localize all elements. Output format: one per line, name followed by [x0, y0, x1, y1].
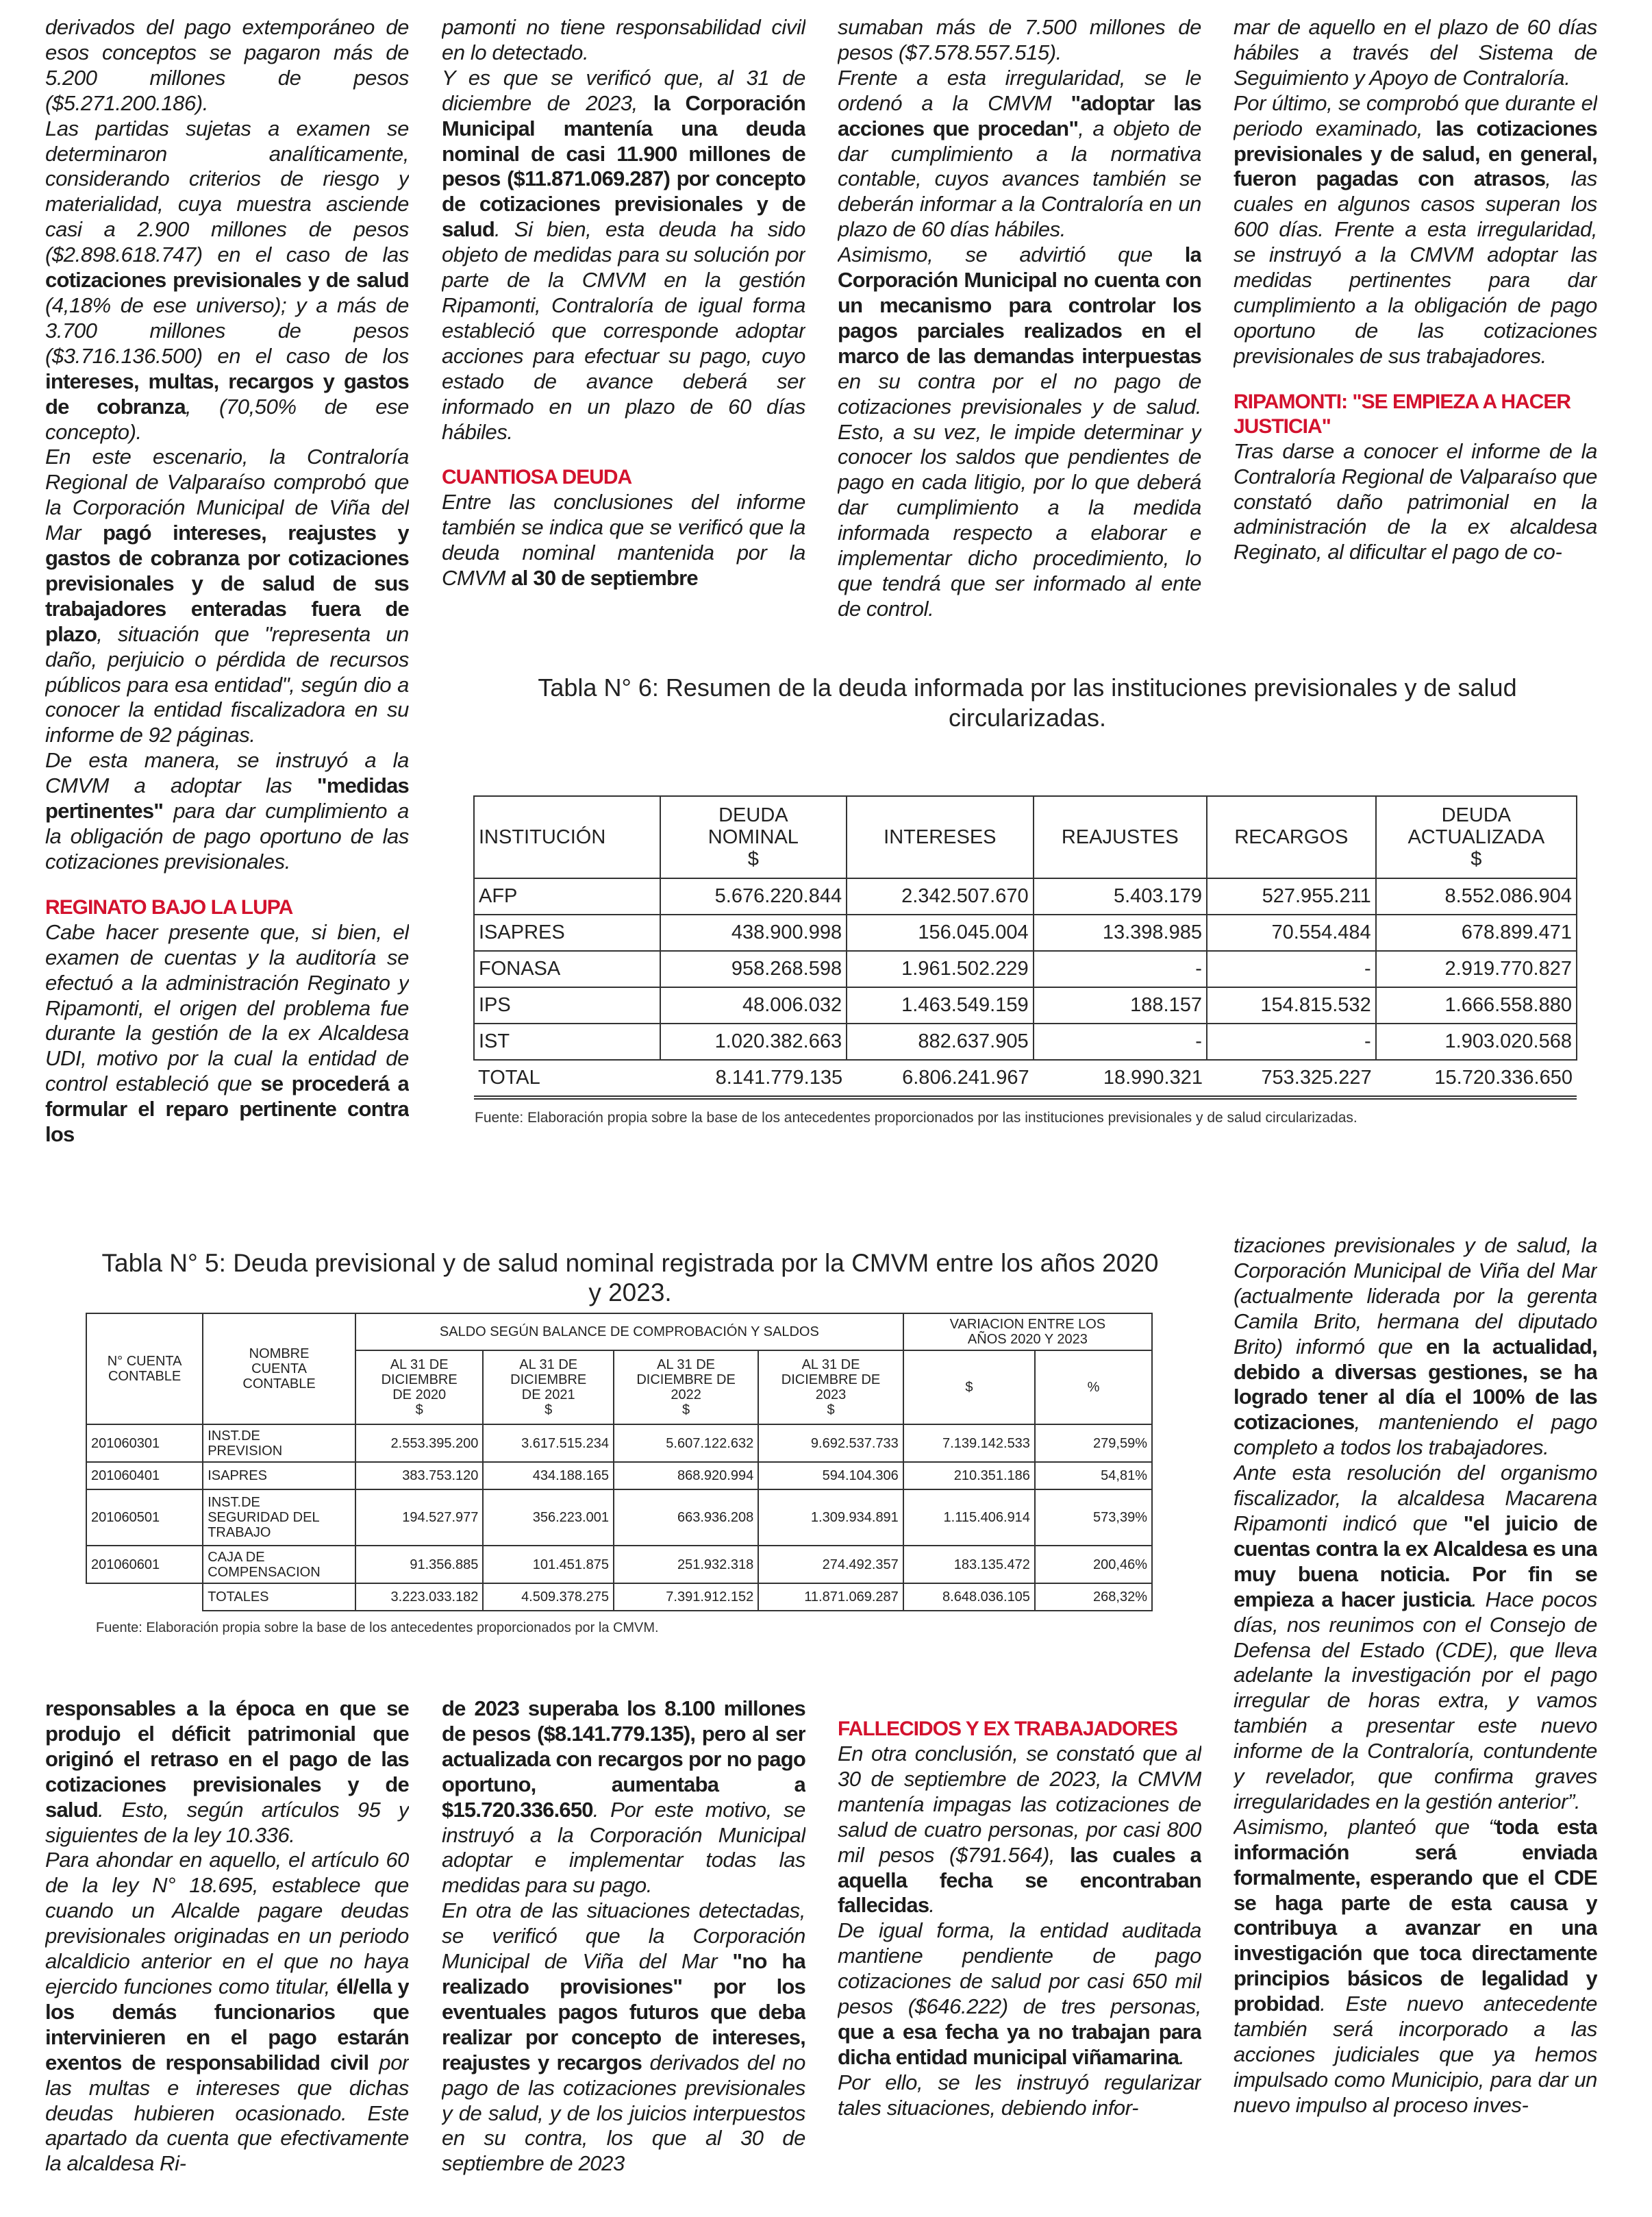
- column-header: AL 31 DE DICIEMBRE DE 2021 $: [483, 1350, 614, 1424]
- table6-title: Tabla N° 6: Resumen de la deuda informada por las instituciones previsionales y de salud circularizadas.: [538, 673, 1517, 732]
- text: Para ahondar en aquello, el artículo 60 de la ley N° 18.695, establece que cuando un Alcalde pagare deudas previsionales originadas en un periodo alcaldicio anterior en el que no haya ejercido funciones como titular,: [45, 1848, 409, 1998]
- paragraph: [45, 748, 409, 875]
- paragraph: [1234, 439, 1597, 566]
- section-heading: [838, 1717, 1201, 1742]
- text: derivados del no pago de las cotizaciones previsionales y de salud, y de los juicios interpuestos en su contra, los que al 30 de septiembre de 2023: [442, 2050, 805, 2176]
- table-cell: 188.157: [1034, 987, 1207, 1024]
- table-cell: AFP: [474, 878, 660, 915]
- table-cell: INST.DE PREVISION: [203, 1424, 355, 1462]
- table-cell: 183.135.472: [903, 1546, 1035, 1583]
- total-cell: 8.141.779.135: [660, 1060, 847, 1098]
- text: . Si bien, esta deuda ha sido objeto de medidas para su solución por parte de la CMVM en la gestión Ripamonti, Contraloría de igual forma estableció que corresponde adoptar acciones para efectuar su pago, cuyo estado de avance deberá ser informado en un plazo de 60 días hábiles.: [442, 217, 805, 444]
- text: . Hace pocos días, nos reunimos con el Consejo de Defensa del Estado (CDE), que lleva adelante la investigación por el pago irregular de horas extra, y vamos también a presentar este nuevo informe de la Contraloría, contundente y revelador, que confirma graves irregularidades en la gestión anterior”.: [1234, 1587, 1597, 1813]
- text: derivados del pago extemporáneo de esos conceptos se pagaron más de 5.200 millones de pesos ($5.271.200.186).: [45, 15, 409, 115]
- header-row: [474, 796, 1577, 878]
- table-cell: 7.139.142.533: [903, 1424, 1035, 1462]
- bold-text: él/ella y los demás funcionarios que intervinieren en el pago estarán exentos de responsabilidad civil: [45, 1974, 409, 2074]
- table-row: [474, 951, 1577, 987]
- bold-text: intereses, multas, recargos y gastos de cobranza: [45, 369, 409, 419]
- paragraph: [1234, 91, 1597, 369]
- text: . Por este motivo, se instruyó a la Corporación Municipal adoptar e implementar todas las medidas para su pago.: [442, 1797, 805, 1898]
- total-cell: 18.990.321: [1034, 1060, 1207, 1098]
- text: Asimismo, planteó que “: [1234, 1814, 1496, 1839]
- column-header: $: [903, 1350, 1035, 1424]
- column-header: INSTITUCIÓN: [474, 796, 660, 878]
- table-cell: 882.637.905: [847, 1024, 1033, 1060]
- table-cell: 868.920.994: [614, 1462, 758, 1489]
- text: sumaban más de 7.500 millones de pesos ($7.578.557.515).: [838, 15, 1201, 64]
- table6-debt-summary: [473, 795, 1577, 1100]
- table-cell: 70.554.484: [1207, 915, 1376, 951]
- bold-text: las cuales a aquella fecha se encontraban fallecidas: [838, 1842, 1201, 1918]
- table-row: [86, 1424, 1152, 1462]
- bold-text: pagó intereses, reajustes y gastos de cobranza por cotizaciones previsionales y de salud de sus trabajadores enteradas fuera de plazo: [45, 521, 409, 646]
- table-row: [474, 1024, 1577, 1060]
- article-column-2-bottom: [442, 1696, 805, 2214]
- article-column-3-bottom: [838, 1696, 1201, 2214]
- table-cell: 201060301: [86, 1424, 203, 1462]
- bold-text: cotizaciones previsionales y de salud: [45, 268, 409, 293]
- table-cell: 678.899.471: [1376, 915, 1577, 951]
- section-heading: [1234, 390, 1597, 439]
- text: Asimismo, se advirtió que: [838, 243, 1185, 267]
- paragraph: [1234, 1233, 1597, 1461]
- paragraph: [442, 1696, 805, 1898]
- table-cell: 1.463.549.159: [847, 987, 1033, 1024]
- bold-text: de 2023 superaba los 8.100 millones de pesos ($8.141.779.135), pero al ser actualizada con recargos por no pago oportuno, aumentaba a $15.720.336.650: [442, 1696, 805, 1822]
- table-cell: ISAPRES: [203, 1462, 355, 1489]
- text: De igual forma, la entidad auditada mantiene pendiente de pago cotizaciones de salud por casi 650 mil pesos ($646.222) de tres personas,: [838, 1918, 1201, 2019]
- paragraph: [838, 2070, 1201, 2121]
- total-cell: 268,32%: [1035, 1583, 1152, 1611]
- total-cell: TOTALES: [203, 1583, 355, 1611]
- table-cell: 2.342.507.670: [847, 878, 1033, 915]
- table-cell: 5.676.220.844: [660, 878, 847, 915]
- bold-text: la Corporación Municipal no cuenta con un mecanismo para controlar los pagos parciales realizados en el marco de las demandas interpuestas: [838, 243, 1201, 368]
- group-header: VARIACION ENTRE LOS AÑOS 2020 Y 2023: [903, 1313, 1152, 1350]
- table-cell: 1.961.502.229: [847, 951, 1033, 987]
- table-cell: 356.223.001: [483, 1489, 614, 1546]
- text: para dar cumplimiento a la obligación de pago oportuno de las cotizaciones previsionales.: [45, 799, 409, 874]
- text: Entre las conclusiones del informe también se indica que se verificó que la deuda nominal mantenida por la CMVM: [442, 490, 805, 591]
- text: En otra conclusión, se constató que al 30 de septiembre de 2023, la CMVM mantenía impagas las cotizaciones de salud de cuatro personas, por casi 800 mil pesos ($791.564),: [838, 1742, 1201, 1867]
- table-cell: INST.DE SEGURIDAD DEL TRABAJO: [203, 1489, 355, 1546]
- table-cell: 200,46%: [1035, 1546, 1152, 1583]
- paragraph: [442, 66, 805, 445]
- text: Las partidas sujetas a examen se determinaron analíticamente, considerando criterios de riesgo y materialidad, cuya muestra asciende casi a 2.900 millones de pesos ($2.898.618.747) en el caso de las: [45, 116, 409, 267]
- table-row: [86, 1546, 1152, 1583]
- text: Cabe hacer presente que, si bien, el examen de cuentas y la auditoría se efectuó a la administración Reginato y Ripamonti, el origen del problema fue durante la gestión de la ex Alcaldesa UDI, motivo por la cual la entidad de control estableció que: [45, 919, 409, 1096]
- column-header: NOMBRE CUENTA CONTABLE: [203, 1313, 355, 1424]
- total-cell: 6.806.241.967: [847, 1060, 1033, 1098]
- total-cell: 753.325.227: [1207, 1060, 1376, 1098]
- table-cell: 438.900.998: [660, 915, 847, 951]
- text: , (70,50% de ese concepto).: [45, 394, 409, 444]
- article-column-2-top: [442, 15, 805, 642]
- table-cell: 156.045.004: [847, 915, 1033, 951]
- text: mar de aquello en el plazo de 60 días hábiles a través del Sistema de Seguimiento y Apoyo de Contraloría.: [1234, 15, 1597, 90]
- table-cell: 201060601: [86, 1546, 203, 1583]
- text: tizaciones previsionales y de salud, la Corporación Municipal de Viña del Mar (actualmente liderada por la gerenta Camila Brito, hermana del diputado Brito) informó que: [1234, 1233, 1597, 1359]
- table-cell: 279,59%: [1035, 1424, 1152, 1462]
- article-column-1-top: [45, 15, 409, 1211]
- paragraph: [442, 490, 805, 591]
- table-cell: -: [1207, 1024, 1376, 1060]
- text: Por último, se comprobó que durante el periodo examinado,: [1234, 90, 1597, 140]
- text: . Esto, según artículos 95 y siguientes de la ley 10.336.: [45, 1797, 409, 1847]
- paragraph: [45, 116, 409, 445]
- text: FALLECIDOS Y EX TRABAJADORES: [838, 1718, 1177, 1740]
- column-header: DEUDA NOMINAL $: [660, 796, 847, 878]
- text: por las multas e intereses que dichas deudas hubieren ocasionado. Este apartado da cuenta que efectivamente la alcaldesa Ri-: [45, 2050, 409, 2176]
- bold-text: en la actualidad, debido a diversas gestiones, se ha logrado tener al día el 100% de las cotizaciones: [1234, 1334, 1597, 1435]
- text: , situación que "representa un daño, perjuicio o pérdida de recursos públicos para esa entidad", según dio a conocer la entidad fiscalizadora en su informe de 92 páginas.: [45, 621, 409, 747]
- paragraph: [838, 1918, 1201, 2070]
- table-cell: 2.553.395.200: [355, 1424, 484, 1462]
- text: En otra de las situaciones detectadas, se verificó que la Corporación Municipal de Viña del Mar: [442, 1898, 805, 1974]
- text: . Este nuevo antecedente también será incorporado a las acciones judiciales que ya hemos impulsado como Municipio, para dar un nuevo impulso al proceso inves-: [1234, 1992, 1597, 2117]
- text: De esta manera, se instruyó a la CMVM a adoptar las: [45, 748, 409, 798]
- text: REGINATO BAJO LA LUPA: [45, 895, 293, 919]
- header-row: [86, 1313, 1152, 1350]
- table5-nominal-debt: [86, 1313, 1153, 1611]
- bold-text: las cotizaciones previsionales y de salud, en general, fueron pagadas con atrasos: [1234, 116, 1597, 191]
- total-cell: TOTAL: [474, 1060, 660, 1098]
- table-cell: FONASA: [474, 951, 660, 987]
- column-header: REAJUSTES: [1034, 796, 1207, 878]
- table-cell: 2.919.770.827: [1376, 951, 1577, 987]
- text: En este escenario, la Contraloría Regional de Valparaíso comprobó que la Corporación Municipal de Viña del Mar: [45, 445, 409, 545]
- column-header: N° CUENTA CONTABLE: [86, 1313, 203, 1424]
- table-cell: 1.115.406.914: [903, 1489, 1035, 1546]
- text: Por ello, se les instruyó regularizar tales situaciones, debiendo infor-: [838, 2070, 1201, 2120]
- bold-text: toda esta información será enviada formalmente, esperando que el CDE se haga parte de esta causa y contribuya a avanzar en una investigación que toca directamente principios básicos de legalidad y probidad: [1234, 1814, 1597, 2016]
- bold-text: al 30 de septiembre: [511, 566, 698, 591]
- total-row: [86, 1583, 1152, 1611]
- bold-text: la Corporación Municipal mantenía una deuda nominal de casi 11.900 millones de pesos ($11.871.069.287) por concepto de cotizaciones previsionales y de salud: [442, 90, 805, 242]
- paragraph: [838, 1742, 1201, 1918]
- table-row: [474, 987, 1577, 1024]
- bold-text: se procederá a formular el reparo pertinente contra los: [45, 1072, 409, 1147]
- paragraph: [838, 66, 1201, 243]
- paragraph: [838, 243, 1201, 622]
- table-cell: 201060501: [86, 1489, 203, 1546]
- table-cell: 1.903.020.568: [1376, 1024, 1577, 1060]
- text: en su contra por el no pago de cotizaciones previsionales y de salud. Esto, a su vez, le impide determinar y conocer los saldos que pendientes de pago en cada litigio, por lo que deberá dar cumplimiento a la medida informada respecto a elaborar e implementar dicho procedimiento, lo que tendrá que ser informado al ente de control.: [838, 369, 1201, 621]
- table-cell: 101.451.875: [483, 1546, 614, 1583]
- table6-source: Fuente: Elaboración propia sobre la base de los antecedentes proporcionados por las instituciones previsionales y de salud circularizadas.: [475, 1110, 1357, 1126]
- table-cell: -: [1034, 951, 1207, 987]
- table-cell: 9.692.537.733: [758, 1424, 903, 1462]
- table-cell: -: [1034, 1024, 1207, 1060]
- table-cell: ISAPRES: [474, 915, 660, 951]
- article-column-3-top: [838, 15, 1201, 642]
- text: RIPAMONTI: "SE EMPIEZA A HACER JUSTICIA": [1234, 390, 1571, 438]
- table-cell: 5.607.122.632: [614, 1424, 758, 1462]
- table-cell: 54,81%: [1035, 1462, 1152, 1489]
- paragraph: [45, 920, 409, 1148]
- table-cell: 434.188.165: [483, 1462, 614, 1489]
- table-cell: 5.403.179: [1034, 878, 1207, 915]
- paragraph: [838, 15, 1201, 66]
- table-cell: 274.492.357: [758, 1546, 903, 1583]
- table-row: [86, 1462, 1152, 1489]
- table-cell: 251.932.318: [614, 1546, 758, 1583]
- table-row: [474, 915, 1577, 951]
- table-cell: 594.104.306: [758, 1462, 903, 1489]
- total-cell: 11.871.069.287: [758, 1583, 903, 1611]
- total-cell: 7.391.912.152: [614, 1583, 758, 1611]
- paragraph: [45, 15, 409, 116]
- table-cell: 48.006.032: [660, 987, 847, 1024]
- paragraph: [45, 1696, 409, 1848]
- total-cell: 8.648.036.105: [903, 1583, 1035, 1611]
- table-cell: 958.268.598: [660, 951, 847, 987]
- paragraph: [442, 1898, 805, 2177]
- paragraph: [45, 445, 409, 748]
- table-cell: 154.815.532: [1207, 987, 1376, 1024]
- table-cell: CAJA DE COMPENSACION: [203, 1546, 355, 1583]
- column-header: DEUDA ACTUALIZADA $: [1376, 796, 1577, 878]
- text: Frente a esta irregularidad, se le ordenó a la CMVM: [838, 65, 1201, 115]
- table-row: [86, 1489, 1152, 1546]
- table-cell: 91.356.885: [355, 1546, 484, 1583]
- text: Ante esta resolución del organismo fiscalizador, la alcaldesa Macarena Ripamonti indicó que: [1234, 1461, 1597, 1535]
- total-cell: 15.720.336.650: [1376, 1060, 1577, 1098]
- table-cell: 1.309.934.891: [758, 1489, 903, 1546]
- table5-title: Tabla N° 5: Deuda previsional y de salud nominal registrada por la CMVM entre los años 2020 y 2023.: [101, 1249, 1159, 1306]
- table-cell: 194.527.977: [355, 1489, 484, 1546]
- article-column-1-bottom: [45, 1696, 409, 2214]
- paragraph: [442, 15, 805, 66]
- table-cell: 3.617.515.234: [483, 1424, 614, 1462]
- table-cell: 210.351.186: [903, 1462, 1035, 1489]
- text: Y es que se verificó que, al 31 de diciembre de 2023,: [442, 65, 805, 115]
- paragraph: [1234, 1461, 1597, 1815]
- text: CUANTIOSA DEUDA: [442, 466, 632, 489]
- column-header: RECARGOS: [1207, 796, 1376, 878]
- column-header: AL 31 DE DICIEMBRE DE 2020 $: [355, 1350, 484, 1424]
- total-cell: 3.223.033.182: [355, 1583, 484, 1611]
- table-cell: -: [1207, 951, 1376, 987]
- article-column-4-bottom: [1234, 1233, 1597, 2213]
- text: .: [929, 1893, 935, 1918]
- section-heading: [442, 465, 805, 490]
- article-column-4-top: [1234, 15, 1597, 642]
- table-cell: 573,39%: [1035, 1489, 1152, 1546]
- table-cell: IPS: [474, 987, 660, 1024]
- text: , manteniendo el pago completo a todos los trabajadores.: [1234, 1410, 1597, 1460]
- bold-text: que a esa fecha ya no trabajan para dicha entidad municipal viñamarina: [838, 2019, 1201, 2069]
- section-heading: [45, 895, 409, 920]
- table-cell: 663.936.208: [614, 1489, 758, 1546]
- paragraph: [1234, 15, 1597, 91]
- table-cell: IST: [474, 1024, 660, 1060]
- bold-text: responsables a la época en que se produjo el déficit patrimonial que originó el retraso en el pago de las cotizaciones previsionales y de salud: [45, 1696, 409, 1822]
- bold-text: "no ha realizado provisiones" por los eventuales pagos futuros que deba realizar por concepto de intereses, reajustes y recargos: [442, 1949, 805, 2074]
- table-cell: 13.398.985: [1034, 915, 1207, 951]
- paragraph: [1234, 1815, 1597, 2118]
- text: (4,18% de ese universo); y a más de 3.700 millones de pesos ($3.716.136.500) en el caso de los: [45, 293, 409, 368]
- column-header: INTERESES: [847, 796, 1033, 878]
- text: Tras darse a conocer el informe de la Contraloría Regional de Valparaíso que constató daño patrimonial en la administración de la ex alcaldesa Reginato, al dificultar el pago de co-: [1234, 438, 1597, 565]
- total-row: [474, 1060, 1577, 1098]
- table-cell: 1.666.558.880: [1376, 987, 1577, 1024]
- table5-source: Fuente: Elaboración propia sobre la base de los antecedentes proporcionados por la CMVM.: [96, 1620, 659, 1635]
- table-cell: 383.753.120: [355, 1462, 484, 1489]
- text: .: [1179, 2044, 1185, 2069]
- text: , a objeto de dar cumplimiento a la normativa contable, cuyos avances también se deberán informar a la Contraloría en un plazo de 60 días hábiles.: [838, 116, 1201, 242]
- bold-text: "medidas pertinentes": [45, 773, 409, 823]
- bold-text: "el juicio de cuentas contra la ex Alcaldesa es una muy buena noticia. Por fin se empieza a hacer justicia: [1234, 1511, 1597, 1611]
- table-cell: 201060401: [86, 1462, 203, 1489]
- total-cell: 4.509.378.275: [483, 1583, 614, 1611]
- text: , las cuales en algunos casos superan los 600 días. Frente a esta irregularidad, se instruyó a la CMVM adoptar las medidas pertinentes para dar cumplimiento a la obligación de pago oportuno de las cotizaciones previsionales de sus trabajadores.: [1234, 166, 1597, 368]
- paragraph: [45, 1848, 409, 2177]
- column-header: AL 31 DE DICIEMBRE DE 2022 $: [614, 1350, 758, 1424]
- column-header: %: [1035, 1350, 1152, 1424]
- table-cell: 8.552.086.904: [1376, 878, 1577, 915]
- empty-cell: [86, 1583, 203, 1611]
- group-header: SALDO SEGÚN BALANCE DE COMPROBACIÓN Y SALDOS: [355, 1313, 903, 1350]
- bold-text: "adoptar las acciones que procedan": [838, 90, 1201, 140]
- table-cell: 527.955.211: [1207, 878, 1376, 915]
- column-header: AL 31 DE DICIEMBRE DE 2023 $: [758, 1350, 903, 1424]
- table-row: [474, 878, 1577, 915]
- table-cell: 1.020.382.663: [660, 1024, 847, 1060]
- text: pamonti no tiene responsabilidad civil en lo detectado.: [442, 15, 805, 64]
